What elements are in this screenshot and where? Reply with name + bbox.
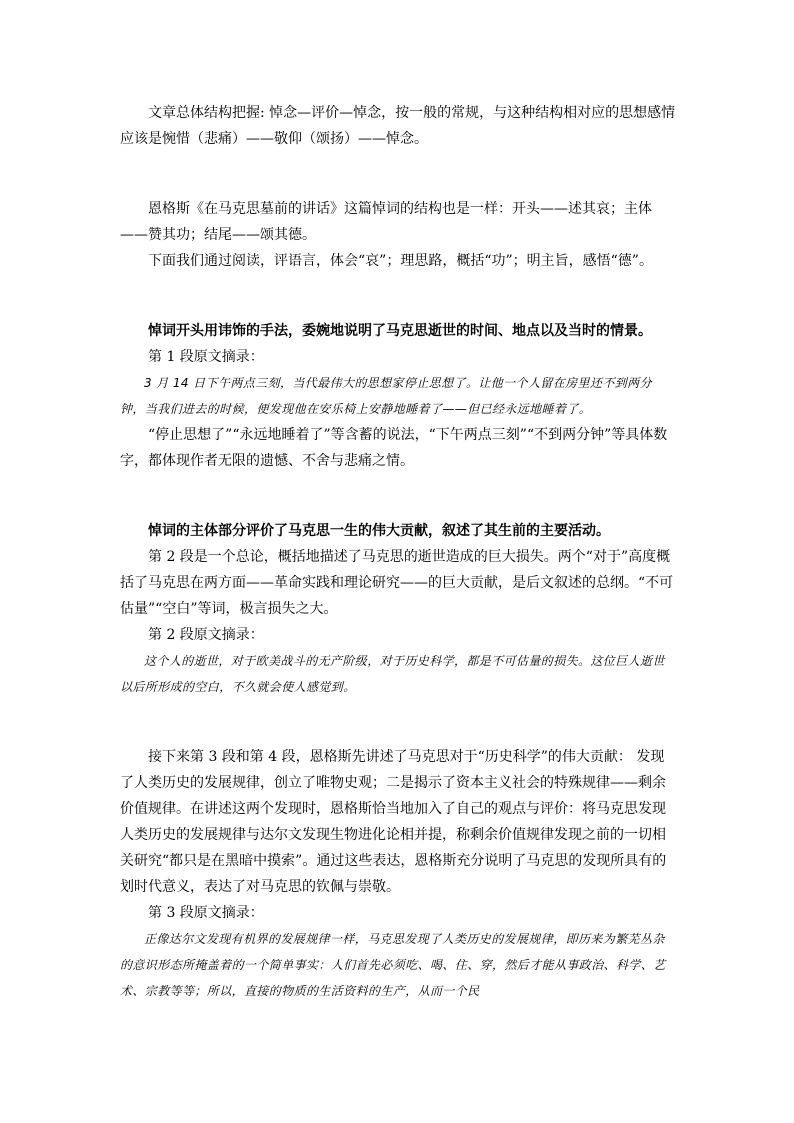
- section-heading-body: 悼词的主体部分评价了马克思一生的伟大贡献，叙述了其生前的主要活动。: [148, 523, 610, 539]
- section-heading-opening: 悼词开头用讳饰的手法，委婉地说明了马克思逝世的时间、地点以及当时的情景。: [148, 323, 652, 339]
- structure-overview-paragraph: 文章总体结构把握: 悼念—评价—悼念，按一般的常规，与这种结构相对应的思想感情应该是惋惜（悲痛）——敬仰（颂扬）——悼念。: [120, 105, 676, 147]
- excerpt-quote-paragraph-2: 这个人的逝世，对于欧美战斗的无产阶级，对于历史科学，都是不可估量的损失。这位巨人逝世以后所形成的空白，不久就会使人感觉到。: [120, 654, 665, 694]
- analysis-paragraph-3: 接下来第 3 段和第 4 段，恩格斯先讲述了马克思对于“历史科学”的伟大贡献： 发现了人类历史的发展规律，创立了唯物史观；二是揭示了资本主义社会的特殊规律——剩余价值规律。在讲述这两个发现时，恩格斯恰当地加入了自己的观点与评价：将马克思发现人类历史的发展规律与达尔文发现生物进化论相并提，称剩余价值规律发现之前的一切相关研究“都只是在黑暗中摸索”。通过这些表达，恩格斯充分说明了马克思的发现所具有的划时代意义，表达了对马克思的钦佩与崇敬。: [120, 749, 667, 895]
- excerpt-quote-paragraph-1: 3 月 14 日下午两点三刻，当代最伟大的思想家停止思想了。让他一个人留在房里还不到两分钟，当我们进去的时候，便发现他在安乐椅上安静地睡着了——但已经永远地睡着了。: [120, 376, 652, 416]
- analysis-paragraph-2: 第 2 段是一个总论，概括地描述了马克思的逝世造成的巨大损失。两个“对于”高度概括了马克思在两方面——革命实践和理论研究——的巨大贡献，是后文叙述的总纲。“不可估量”“空白”等词，极言损失之大。: [120, 549, 674, 617]
- reading-guide-paragraph: 下面我们通过阅读，评语言，体会“哀”；理思路，概括“功”；明主旨，感悟“德”。: [148, 253, 653, 269]
- excerpt-label-paragraph-3: 第 3 段原文摘录：: [148, 905, 264, 921]
- excerpt-label-paragraph-2: 第 2 段原文摘录：: [148, 627, 264, 643]
- excerpt-label-paragraph-1: 第 1 段原文摘录：: [148, 349, 264, 365]
- excerpt-quote-paragraph-3: 正像达尔文发现有机界的发展规律一样，马克思发现了人类历史的发展规律，即历来为繁芜丛杂的意识形态所掩盖着的一个简单事实：人们首先必须吃、喝、住、穿，然后才能从事政治、科学、艺术、宗教等等；所以，直接的物质的生活资料的生产，从而一个民: [120, 932, 666, 998]
- document-page: [120, 100, 676, 1004]
- analysis-paragraph-1: “停止思想了”“永远地睡着了”等含蓄的说法，“下午两点三刻”“不到两分钟”等具体数字，都体现作者无限的遗憾、不舍与悲痛之情。: [120, 427, 668, 469]
- eulogy-structure-paragraph: 恩格斯《在马克思墓前的讲话》这篇悼词的结构也是一样：开头——述其哀；主体——赞其功；结尾——颂其德。: [120, 201, 652, 243]
